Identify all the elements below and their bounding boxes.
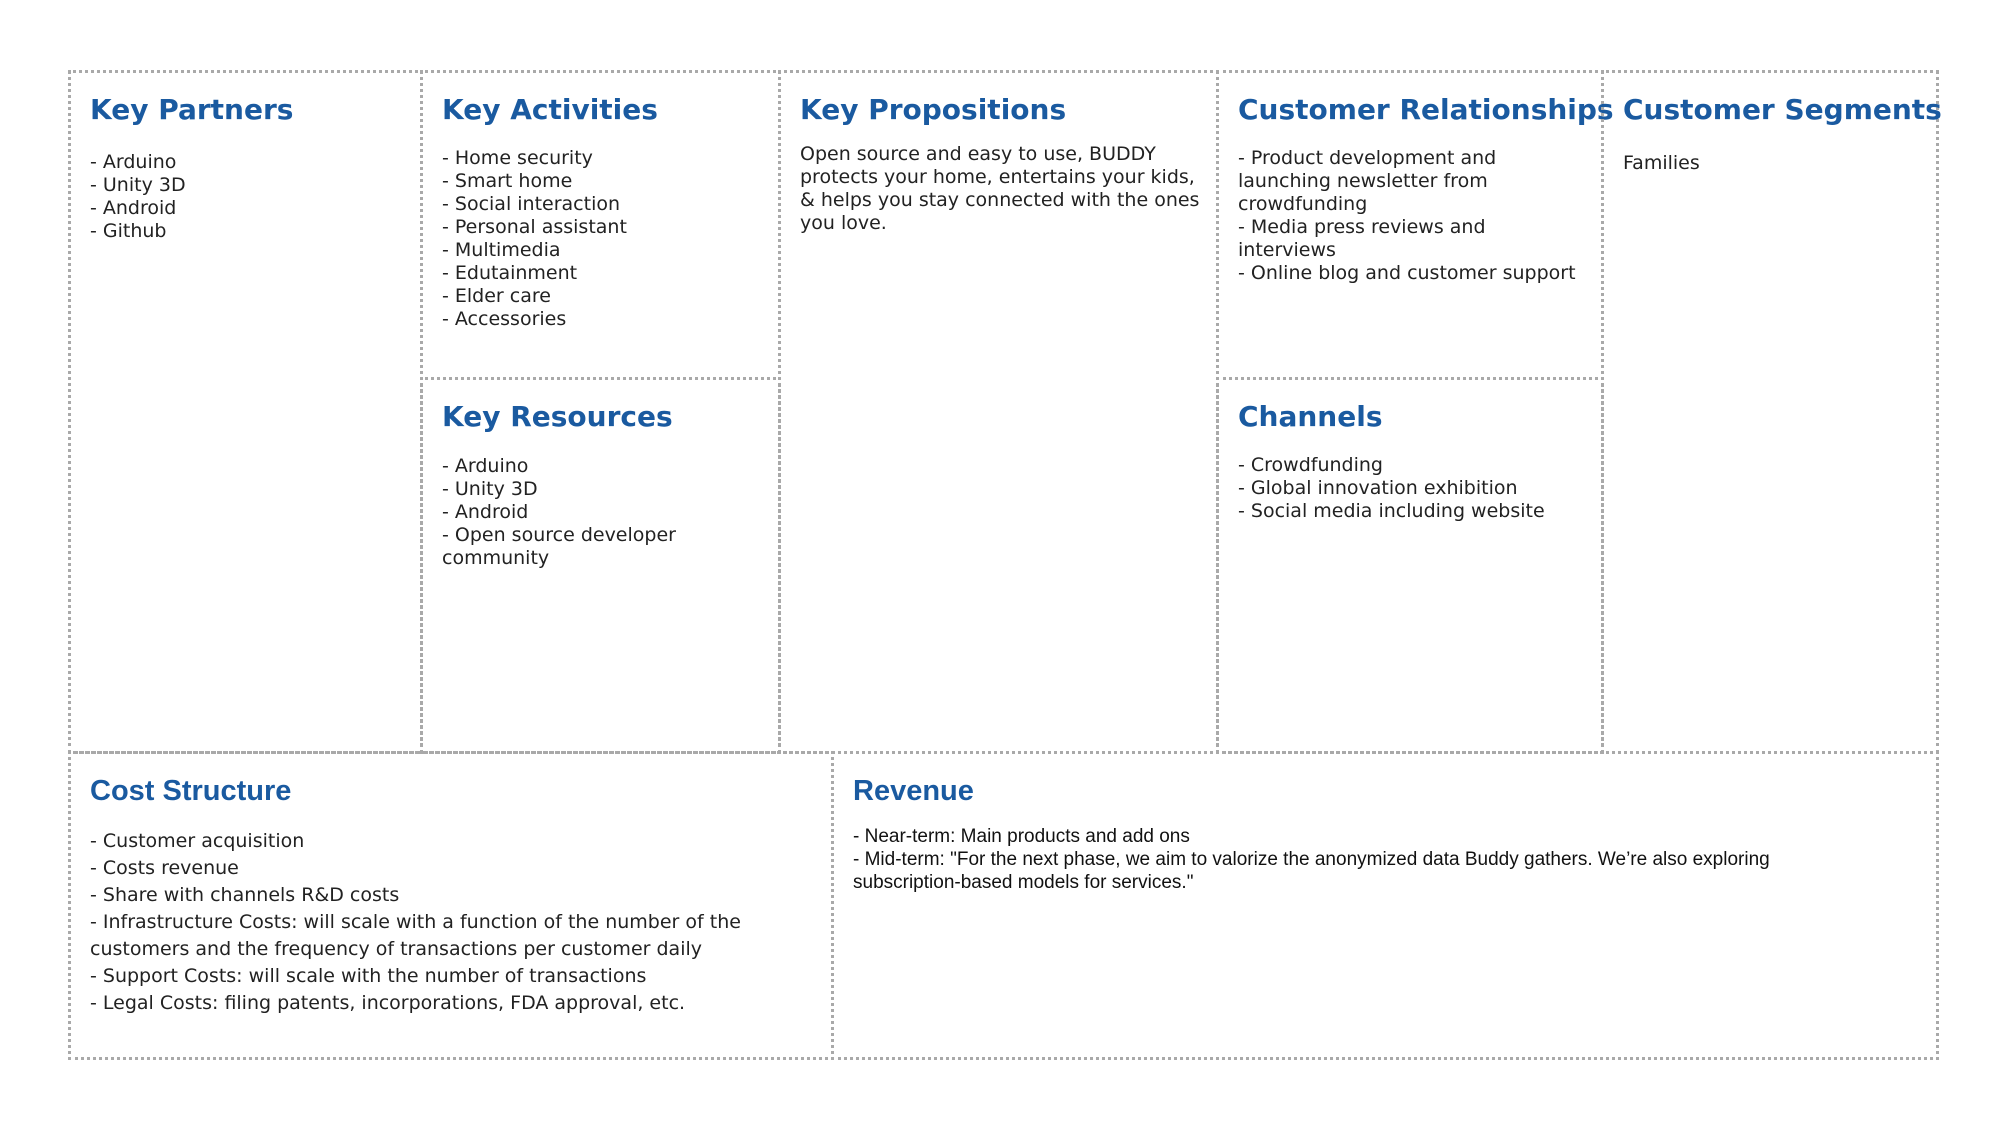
list-item: - Unity 3D [90,174,186,196]
customer-segments-cell [1601,70,1942,754]
list-item: - Arduino [442,455,529,477]
list-item: - Social media including website [1238,500,1545,522]
customer-relationships-cell [1216,70,1614,380]
key-activities-list [442,147,759,331]
revenue-title: Revenue [853,775,974,807]
list-item: - Personal assistant [442,216,627,238]
list-item: - Costs revenue [90,857,239,879]
list-item: - Infrastructure Costs: will scale with a function of the number of the customers and the frequency of transactions per customer daily [90,911,741,960]
list-item: - Legal Costs: filing patents, incorporations, FDA approval, etc. [90,992,686,1014]
list-item: - Online blog and customer support [1238,262,1576,284]
channels-title: Channels [1238,400,1383,433]
list-item: - Elder care [442,285,551,307]
list-item: - Customer acquisition [90,830,305,852]
channels-list [1238,454,1582,523]
list-item: - Support Costs: will scale with the number of transactions [90,965,647,987]
list-item: - Arduino [90,151,177,173]
list-item: - Github [90,220,167,242]
list-item: - Global innovation exhibition [1238,477,1518,499]
key-activities-title: Key Activities [442,93,658,126]
revenue-list [853,825,1793,894]
channels-cell [1216,377,1604,754]
list-item: - Crowdfunding [1238,454,1383,476]
list-item: - Near-term: Main products and add ons [853,826,1190,847]
list-item: - Product development and launching newsletter from crowdfunding [1238,147,1497,215]
revenue-cell [831,751,1939,1060]
key-resources-list [442,455,712,570]
business-model-canvas [68,70,1942,1060]
key-activities-cell [420,70,781,380]
cost-structure-cell [68,751,834,1060]
customer-segments-text: Families [1623,152,1700,174]
list-item: - Multimedia [442,239,561,261]
key-propositions-text: Open source and easy to use, BUDDY protects your home, entertains your kids, & helps you stay connected with the ones you love. [800,143,1200,234]
list-item: - Edutainment [442,262,578,284]
list-item: - Android [90,197,177,219]
list-item: - Share with channels R&D costs [90,884,400,906]
list-item: - Mid-term: "For the next phase, we aim to valorize the anonymized data Buddy gathers. We’re also exploring subscription-based models for services." [853,849,1770,893]
key-partners-list [90,151,401,243]
list-item: - Social interaction [442,193,621,215]
customer-segments-title: Customer Segments [1623,93,1942,126]
list-item: - Media press reviews and interviews [1238,216,1486,261]
customer-relationships-list [1238,147,1588,285]
list-item: - Home security [442,147,593,169]
list-item: - Smart home [442,170,573,192]
key-partners-title: Key Partners [90,93,294,126]
list-item: - Open source developer community [442,524,676,569]
key-propositions-title: Key Propositions [800,93,1067,126]
key-partners-cell [68,70,423,754]
cost-structure-title: Cost Structure [90,775,292,807]
key-resources-cell [420,377,781,754]
customer-relationships-title: Customer Relationships [1238,93,1614,126]
key-resources-title: Key Resources [442,400,673,433]
list-item: - Unity 3D [442,478,538,500]
list-item: - Android [442,501,529,523]
key-propositions-cell [778,70,1219,754]
cost-structure-list [90,828,825,1017]
list-item: - Accessories [442,308,567,330]
